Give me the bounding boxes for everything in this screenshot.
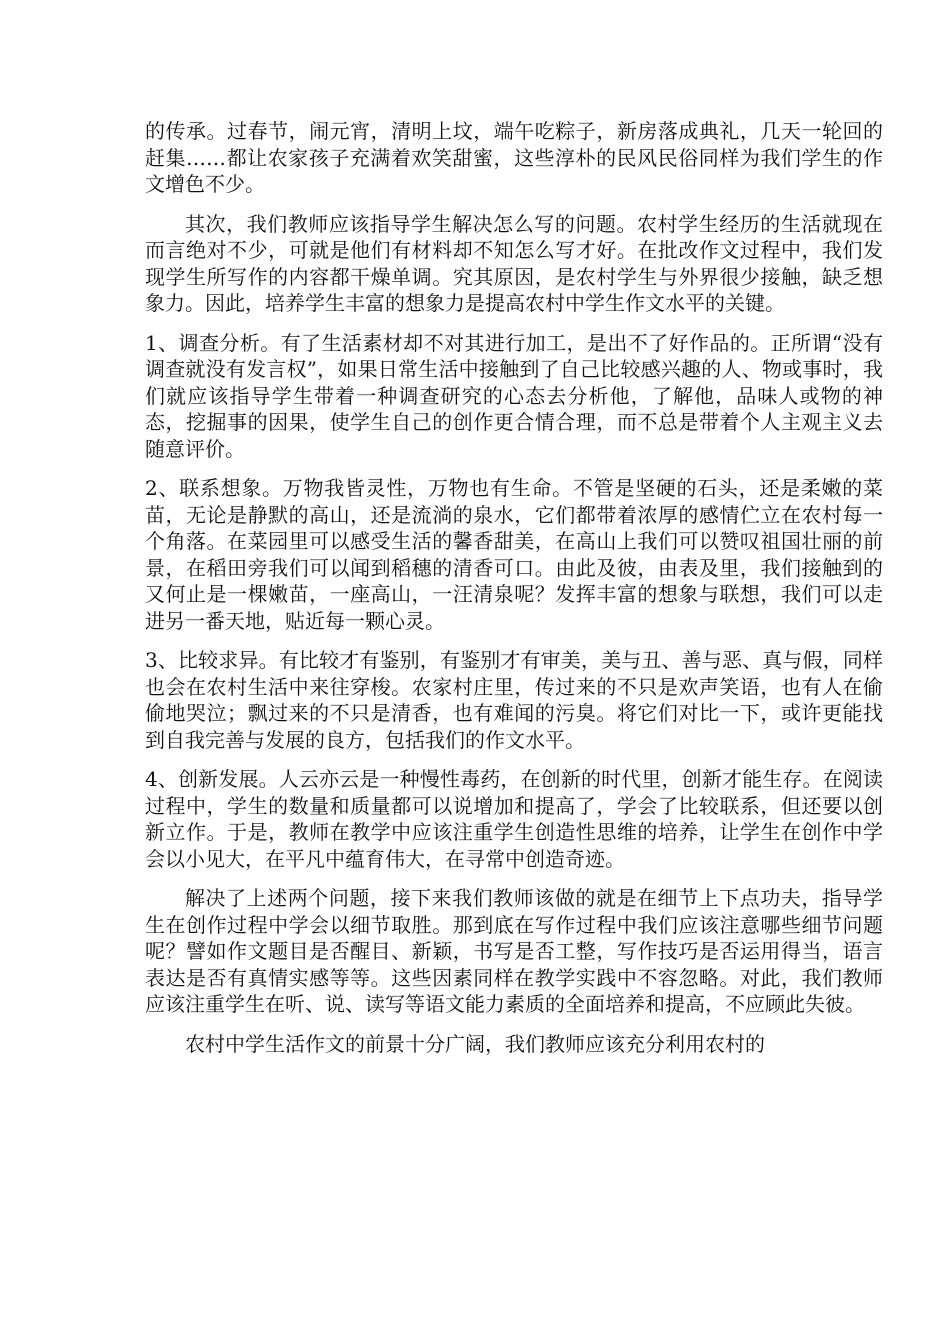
paragraph-how-to-write: 其次，我们教师应该指导学生解决怎么写的问题。农村学生经历的生活就现在而言绝对不少，可就是他们有材料却不知怎么写才好。在批改作文过程中，我们发现学生所写作的内容都干燥单调。究其原因，是农村学生与外界很少接触，缺乏想象力。因此，培养学生丰富的想象力是提高农村中学生作文水平的关键。 xyxy=(145,211,883,315)
paragraph-continuation: 的传承。过春节，闹元宵，清明上坟，端午吃粽子，新房落成典礼，几天一轮回的赶集……都让农家孩子充满着欢笑甜蜜，这些淳朴的民风民俗同样为我们学生的作文增色不少。 xyxy=(145,119,883,196)
paragraph-details: 解决了上述两个问题，接下来我们教师该做的就是在细节上下点功夫，指导学生在创作过程中学会以细节取胜。那到底在写作过程中我们应该注意哪些细节问题呢？譬如作文题目是否醒目、新颖，书写是否工整，写作技巧是否运用得当，语言表达是否有真情实感等等。这些因素同样在教学实践中不容忽略。对此，我们教师应该注重学生在听、说、读写等语文能力素质的全面培养和提高，不应顾此失彼。 xyxy=(145,886,883,1016)
paragraph-comparison-difference: 3、比较求异。有比较才有鉴别，有鉴别才有审美，美与丑、善与恶、真与假，同样也会在农村生活中来往穿梭。农家村庄里，传过来的不只是欢声笑语，也有人在偷偷地哭泣；飘过来的不只是清香，也有难闻的污臭。将它们对比一下，或许更能找到自我完善与发展的良方，包括我们的作文水平。 xyxy=(145,648,883,752)
paragraph-investigation-analysis: 1、调查分析。有了生活素材却不对其进行加工，是出不了好作品的。正所谓“没有调查就没有发言权”，如果日常生活中接触到了自己比较感兴趣的人、物或事时，我们就应该指导学生带着一种调查研究的心态去分析他，了解他，品味人或物的神态，挖掘事的因果，使学生自己的创作更合情合理，而不总是带着个人主观主义去随意评价。 xyxy=(145,330,883,461)
document-body xyxy=(145,118,883,1070)
paragraph-innovation-development: 4、创新发展。人云亦云是一种慢性毒药，在创新的时代里，创新才能生存。在阅读过程中，学生的数量和质量都可以说增加和提高了，学会了比较联系，但还要以创新立作。于是，教师在教学中应该注重学生创造性思维的培养，让学生在创作中学会以小见大，在平凡中蕴育伟大，在寻常中创造奇迹。 xyxy=(145,767,883,871)
paragraph-association-imagination: 2、联系想象。万物我皆灵性，万物也有生命。不管是坚硬的石头，还是柔嫩的菜苗，无论是静默的高山，还是流淌的泉水，它们都带着浓厚的感情伫立在农村每一个角落。在菜园里可以感受生活的馨香甜美，在高山上我们可以赞叹祖国壮丽的前景，在稻田旁我们可以闻到稻穗的清香可口。由此及彼，由表及里，我们接触到的又何止是一棵嫩苗，一座高山，一汪清泉呢？发挥丰富的想象与联想，我们可以走进另一番天地，贴近每一颗心灵。 xyxy=(145,476,883,633)
paragraph-prospect: 农村中学生活作文的前景十分广阔，我们教师应该充分利用农村的 xyxy=(185,1031,765,1056)
